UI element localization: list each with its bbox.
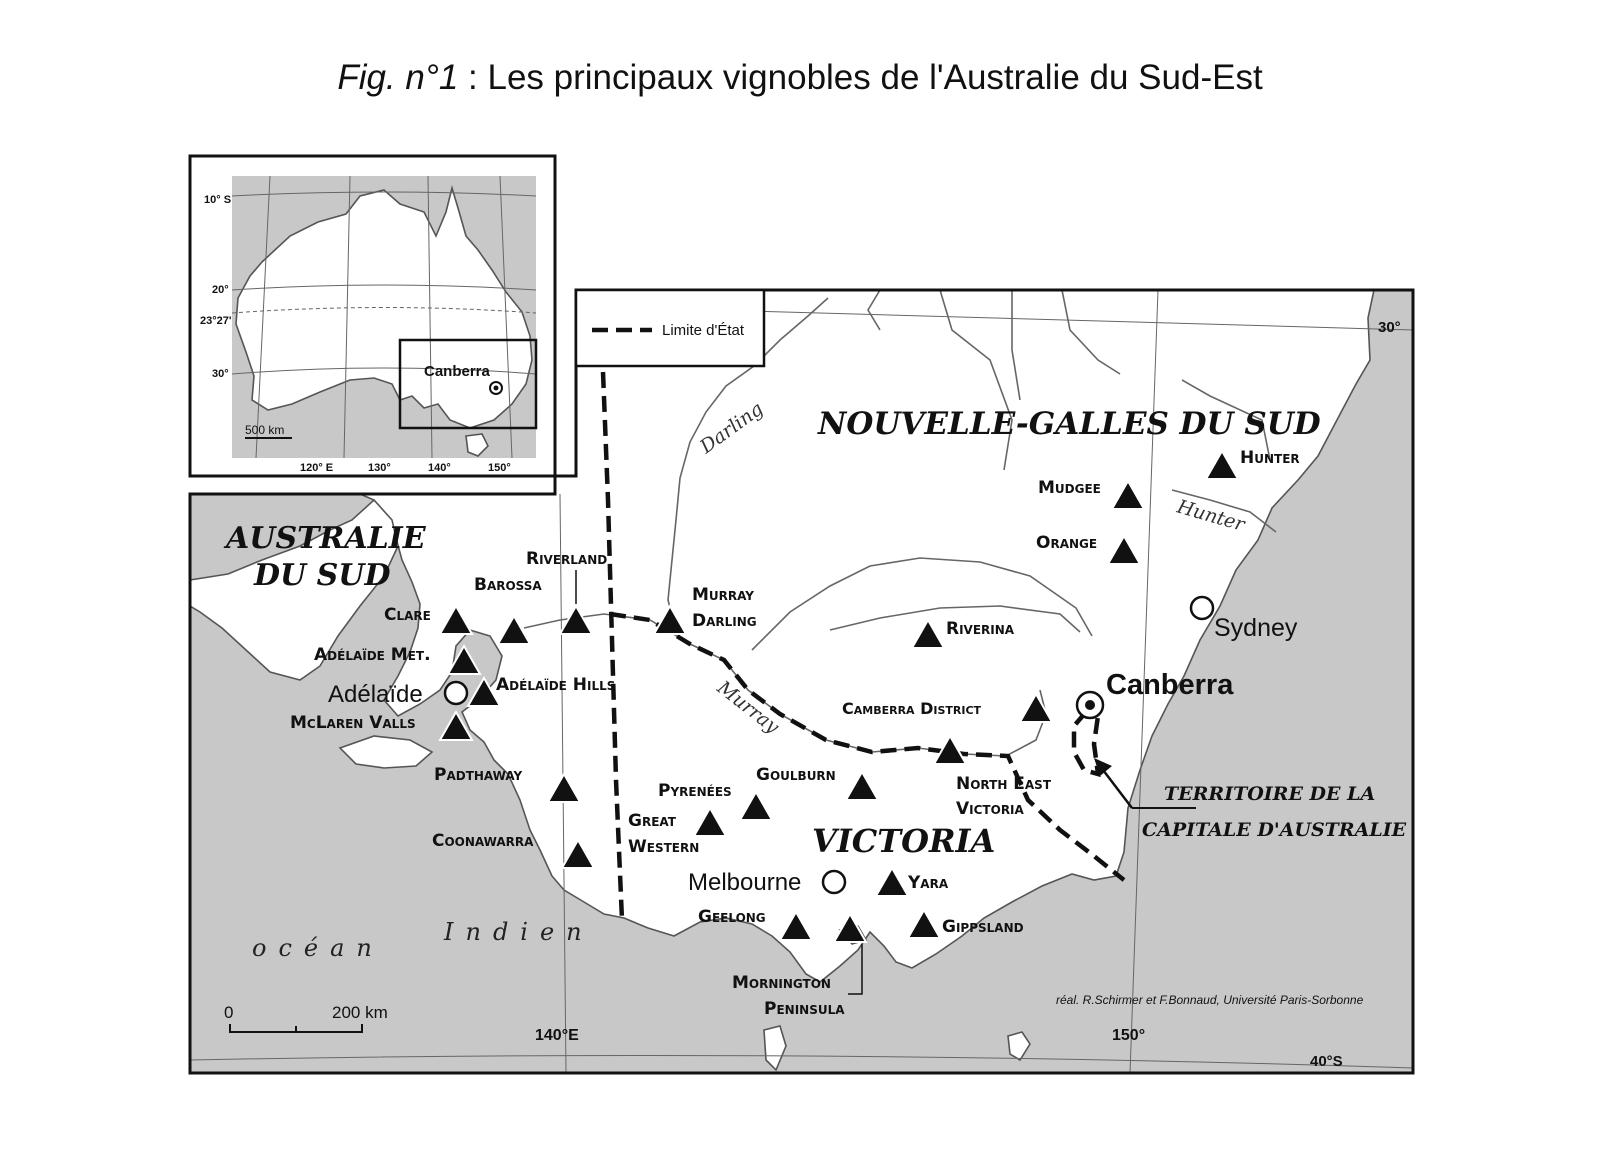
city-marker [823, 871, 845, 893]
vineyard-label-mornington-2: Peninsula [764, 999, 845, 1019]
river-label-darling: Darling [696, 397, 768, 459]
inset-capital-label: Canberra [424, 363, 490, 380]
vineyard-label-pyrenees: Pyrenées [658, 781, 732, 801]
inset-capital-dot [494, 386, 499, 391]
vineyard-label-goulburn: Goulburn [756, 765, 836, 785]
vineyard-label-great-western-1: Great [628, 811, 676, 831]
map-credit: réal. R.Schirmer et F.Bonnaud, Université Paris-Sorbonne [1056, 993, 1364, 1007]
vineyard-label-north-east-victoria-2: Victoria [956, 799, 1024, 819]
legend-border-label: Limite d'État [662, 322, 745, 339]
vineyard-label-barossa: Barossa [474, 575, 542, 595]
city-marker [445, 682, 467, 704]
ocean-label-2: Indien [444, 918, 594, 946]
vineyard-label-mudgee: Mudgee [1038, 478, 1101, 498]
city-marker [1191, 597, 1213, 619]
vineyard-label-hunter: Hunter [1240, 448, 1300, 468]
vineyard-label-riverland: Riverland [526, 549, 608, 569]
inset-map [190, 156, 555, 476]
vineyard-label-riverina: Riverina [946, 619, 1015, 639]
vineyard-label-gippsland: Gippsland [942, 917, 1024, 937]
vineyard-label-murray-darling-1: Murray [692, 585, 754, 605]
state-label-south-australia-1: AUSTRALIE [226, 521, 426, 556]
state-label-nsw: NOUVELLE-GALLES DU SUD [818, 406, 1321, 442]
inset-lat-label: 23°27' [200, 315, 232, 327]
vineyard-label-great-western-2: Western [628, 837, 700, 857]
inset-lon-label: 150° [488, 462, 511, 474]
lat-label-30: 30° [1378, 319, 1401, 336]
ocean-label-1: océan [252, 934, 384, 962]
state-label-south-australia-2: DU SUD [254, 558, 391, 593]
vineyard-label-geelong: Geelong [698, 907, 766, 927]
city-label-sydney: Sydney [1214, 614, 1298, 642]
vineyard-label-north-east-victoria-1: North East [956, 774, 1052, 794]
vineyard-label-yara: Yara [908, 873, 949, 893]
capital-marker-dot [1085, 700, 1095, 710]
vineyard-label-mornington-1: Mornington [732, 973, 831, 993]
inset-lat-label: 20° [212, 284, 229, 296]
river-label-hunter: Hunter [1174, 495, 1248, 536]
city-label-adelaide: Adélaïde [328, 681, 423, 708]
river-label-murray: Murray [712, 676, 784, 739]
vineyard-label-camberra-district: Camberra District [842, 699, 982, 718]
city-label-canberra: Canberra [1106, 669, 1234, 701]
vineyard-label-mclaren-valls: McLaren Valls [290, 713, 416, 733]
vineyard-label-murray-darling-2: Darling [692, 611, 757, 631]
lon-label-150: 150° [1112, 1027, 1146, 1044]
inset-lon-label: 130° [368, 462, 391, 474]
lat-label-40: 40°S [1310, 1053, 1343, 1070]
state-label-act-1: TERRITOIRE DE LA [1164, 783, 1376, 805]
figure-title-text: : Les principaux vignobles de l'Australie du Sud-Est [458, 58, 1263, 97]
scale-zero-label: 0 [224, 1003, 234, 1022]
vineyard-label-adelaide-met: Adélaïde Met. [314, 645, 431, 665]
scale-distance-label: 200 km [332, 1003, 388, 1022]
vineyard-label-padthaway: Padthaway [434, 765, 523, 785]
inset-lon-label: 140° [428, 462, 451, 474]
vineyard-label-adelaide-hills: Adélaïde Hills [496, 675, 616, 695]
state-label-act-2: CAPITALE D'AUSTRALIE [1142, 819, 1407, 841]
vineyard-label-clare: Clare [384, 605, 431, 625]
figure-number: Fig. n°1 [337, 58, 459, 97]
vineyard-label-coonawarra: Coonawarra [432, 831, 534, 851]
inset-lat-label: 10° S [204, 194, 232, 206]
inset-lat-label: 30° [212, 368, 229, 380]
inset-lon-label: 120° E [300, 462, 334, 474]
state-label-victoria: VICTORIA [812, 822, 996, 860]
inset-scale-label: 500 km [245, 423, 285, 437]
vineyard-label-orange: Orange [1036, 533, 1098, 553]
city-label-melbourne: Melbourne [688, 869, 802, 896]
lon-label-140: 140°E [535, 1027, 579, 1044]
